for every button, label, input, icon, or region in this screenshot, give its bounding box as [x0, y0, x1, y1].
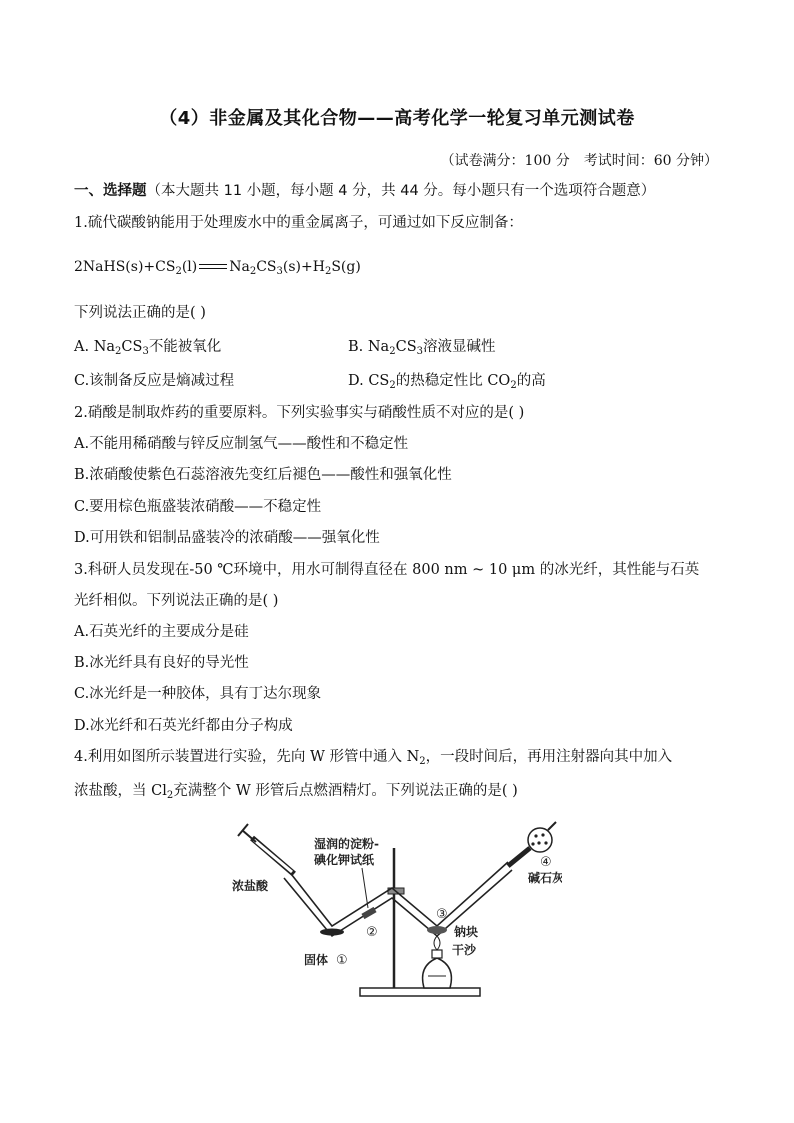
opt-text: CS — [395, 339, 417, 355]
q2-option-d[interactable]: D.可用铁和铝制品盛装冷的浓硝酸——强氧化性 — [74, 530, 380, 546]
eq-sub: 3 — [276, 266, 283, 277]
q1-option-d[interactable] — [348, 371, 546, 391]
granule — [544, 841, 547, 844]
label-lime: 碱石灰 — [528, 871, 562, 885]
opt-text: 不能被氧化 — [148, 339, 222, 355]
section-heading — [74, 181, 655, 201]
opt-text: CS — [121, 339, 143, 355]
opt-sub: 2 — [115, 346, 122, 357]
section-note: （本大题共 11 小题，每小题 4 分，共 44 分。每小题只有一个选项符合题意） — [146, 183, 656, 199]
q4-stem-line1 — [74, 747, 672, 767]
page-title: （4）非金属及其化合物——高考化学一轮复习单元测试卷 — [159, 108, 635, 129]
w-tube-inner — [288, 862, 508, 926]
stem-sub: 2 — [419, 756, 426, 767]
stand-base — [360, 988, 480, 996]
lamp-cap — [432, 950, 442, 958]
sodium-block — [427, 926, 447, 934]
label-sand: 干沙 — [452, 943, 477, 957]
solid-deposit — [320, 929, 344, 936]
flame-icon — [434, 936, 440, 950]
label-n2: ② — [366, 925, 378, 940]
syringe-inner — [254, 840, 292, 872]
granule — [531, 842, 534, 845]
opt-text: D. CS — [348, 373, 390, 389]
label-na: 钠块 — [454, 925, 479, 939]
q3-stem-line1: 3.科研人员发现在-50 ℃环境中，用水可制得直径在 800 nm ~ 10 μm 的冰光纤，其性能与石英 — [74, 562, 700, 578]
eq-left-b: (l) — [181, 259, 198, 275]
q2-option-c[interactable]: C.要用棕色瓶盛装浓硝酸——不稳定性 — [74, 499, 322, 515]
eq-right-c: (s)+H — [282, 259, 325, 275]
equal-sign-icon — [197, 263, 229, 271]
q1-equation — [74, 257, 361, 277]
leader-line — [362, 868, 368, 908]
alcohol-lamp — [423, 958, 452, 988]
label-n4: ④ — [540, 855, 552, 870]
eq-sub: 2 — [324, 266, 332, 277]
exam-info: （试卷满分：100 分 考试时间：60 分钟） — [440, 153, 718, 169]
apparatus-diagram — [232, 818, 562, 1003]
stem-text: 浓盐酸，当 Cl — [74, 783, 167, 799]
stem-text: ，一段时间后，再用注射器向其中加入 — [425, 749, 673, 765]
label-solid: 固体 — [304, 953, 329, 967]
granule — [537, 841, 540, 844]
opt-sub: 2 — [389, 380, 396, 391]
q4-stem-line2 — [74, 781, 518, 801]
stem-sub: 2 — [166, 790, 174, 801]
opt-sub: 3 — [416, 346, 423, 357]
eq-right-b: CS — [256, 259, 277, 275]
eq-sub: 2 — [175, 266, 182, 277]
label-n1: ① — [336, 953, 348, 968]
q3-stem-line2: 光纤相似。下列说法正确的是( ) — [74, 593, 279, 609]
opt-sub: 3 — [142, 346, 149, 357]
label-hcl: 浓盐酸 — [232, 879, 269, 893]
q2-stem: 2.硝酸是制取炸药的重要原料。下列实验事实与硝酸性质不对应的是( ) — [74, 405, 525, 421]
granule — [534, 834, 537, 837]
apparatus-svg — [232, 818, 562, 1003]
granule — [541, 833, 544, 836]
eq-left-a: 2NaHS(s)+CS — [74, 259, 176, 275]
opt-sub: 2 — [510, 380, 517, 391]
label-paper-2: 碘化钾试纸 — [314, 853, 375, 867]
eq-right-d: S(g) — [331, 259, 361, 275]
q1-ask: 下列说法正确的是( ) — [74, 305, 206, 321]
eq-right-a: Na — [229, 259, 250, 275]
q3-option-b[interactable]: B.冰光纤具有良好的导光性 — [74, 655, 249, 671]
test-paper — [361, 907, 376, 919]
eq-sub: 2 — [249, 266, 257, 277]
drying-tube-neck — [508, 848, 530, 866]
q3-option-a[interactable]: A.石英光纤的主要成分是硅 — [74, 624, 249, 640]
q2-option-b[interactable]: B.浓硝酸使紫色石蕊溶液先变红后褪色——酸性和强氧化性 — [74, 467, 452, 483]
q1-option-c[interactable]: C.该制备反应是熵减过程 — [74, 373, 235, 389]
label-n3: ③ — [436, 907, 448, 922]
opt-text: 的高 — [516, 373, 546, 389]
q1-option-b[interactable] — [348, 337, 496, 357]
q2-option-a[interactable]: A.不能用稀硝酸与锌反应制氢气——酸性和不稳定性 — [74, 436, 409, 452]
opt-text: 溶液显碱性 — [423, 339, 496, 355]
q1-option-a[interactable] — [74, 337, 221, 357]
opt-text: A. Na — [74, 339, 116, 355]
opt-text: B. Na — [348, 339, 390, 355]
section-title: 一、选择题 — [74, 183, 147, 199]
stem-text: 4.利用如图所示装置进行实验，先向 W 形管中通入 N — [74, 749, 420, 765]
soda-lime-bulb — [528, 828, 552, 852]
q3-option-c[interactable]: C.冰光纤是一种胶体，具有丁达尔现象 — [74, 686, 322, 702]
label-paper-1: 湿润的淀粉- — [314, 837, 379, 851]
opt-text: 的热稳定性比 CO — [395, 373, 511, 389]
q3-option-d[interactable]: D.冰光纤和石英光纤都由分子构成 — [74, 718, 293, 734]
stem-text: 充满整个 W 形管后点燃酒精灯。下列说法正确的是( ) — [173, 783, 518, 799]
drying-tube-outlet — [548, 822, 556, 830]
q1-stem: 1.硫代碳酸钠能用于处理废水中的重金属离子，可通过如下反应制备： — [74, 215, 523, 231]
opt-sub: 2 — [389, 346, 396, 357]
